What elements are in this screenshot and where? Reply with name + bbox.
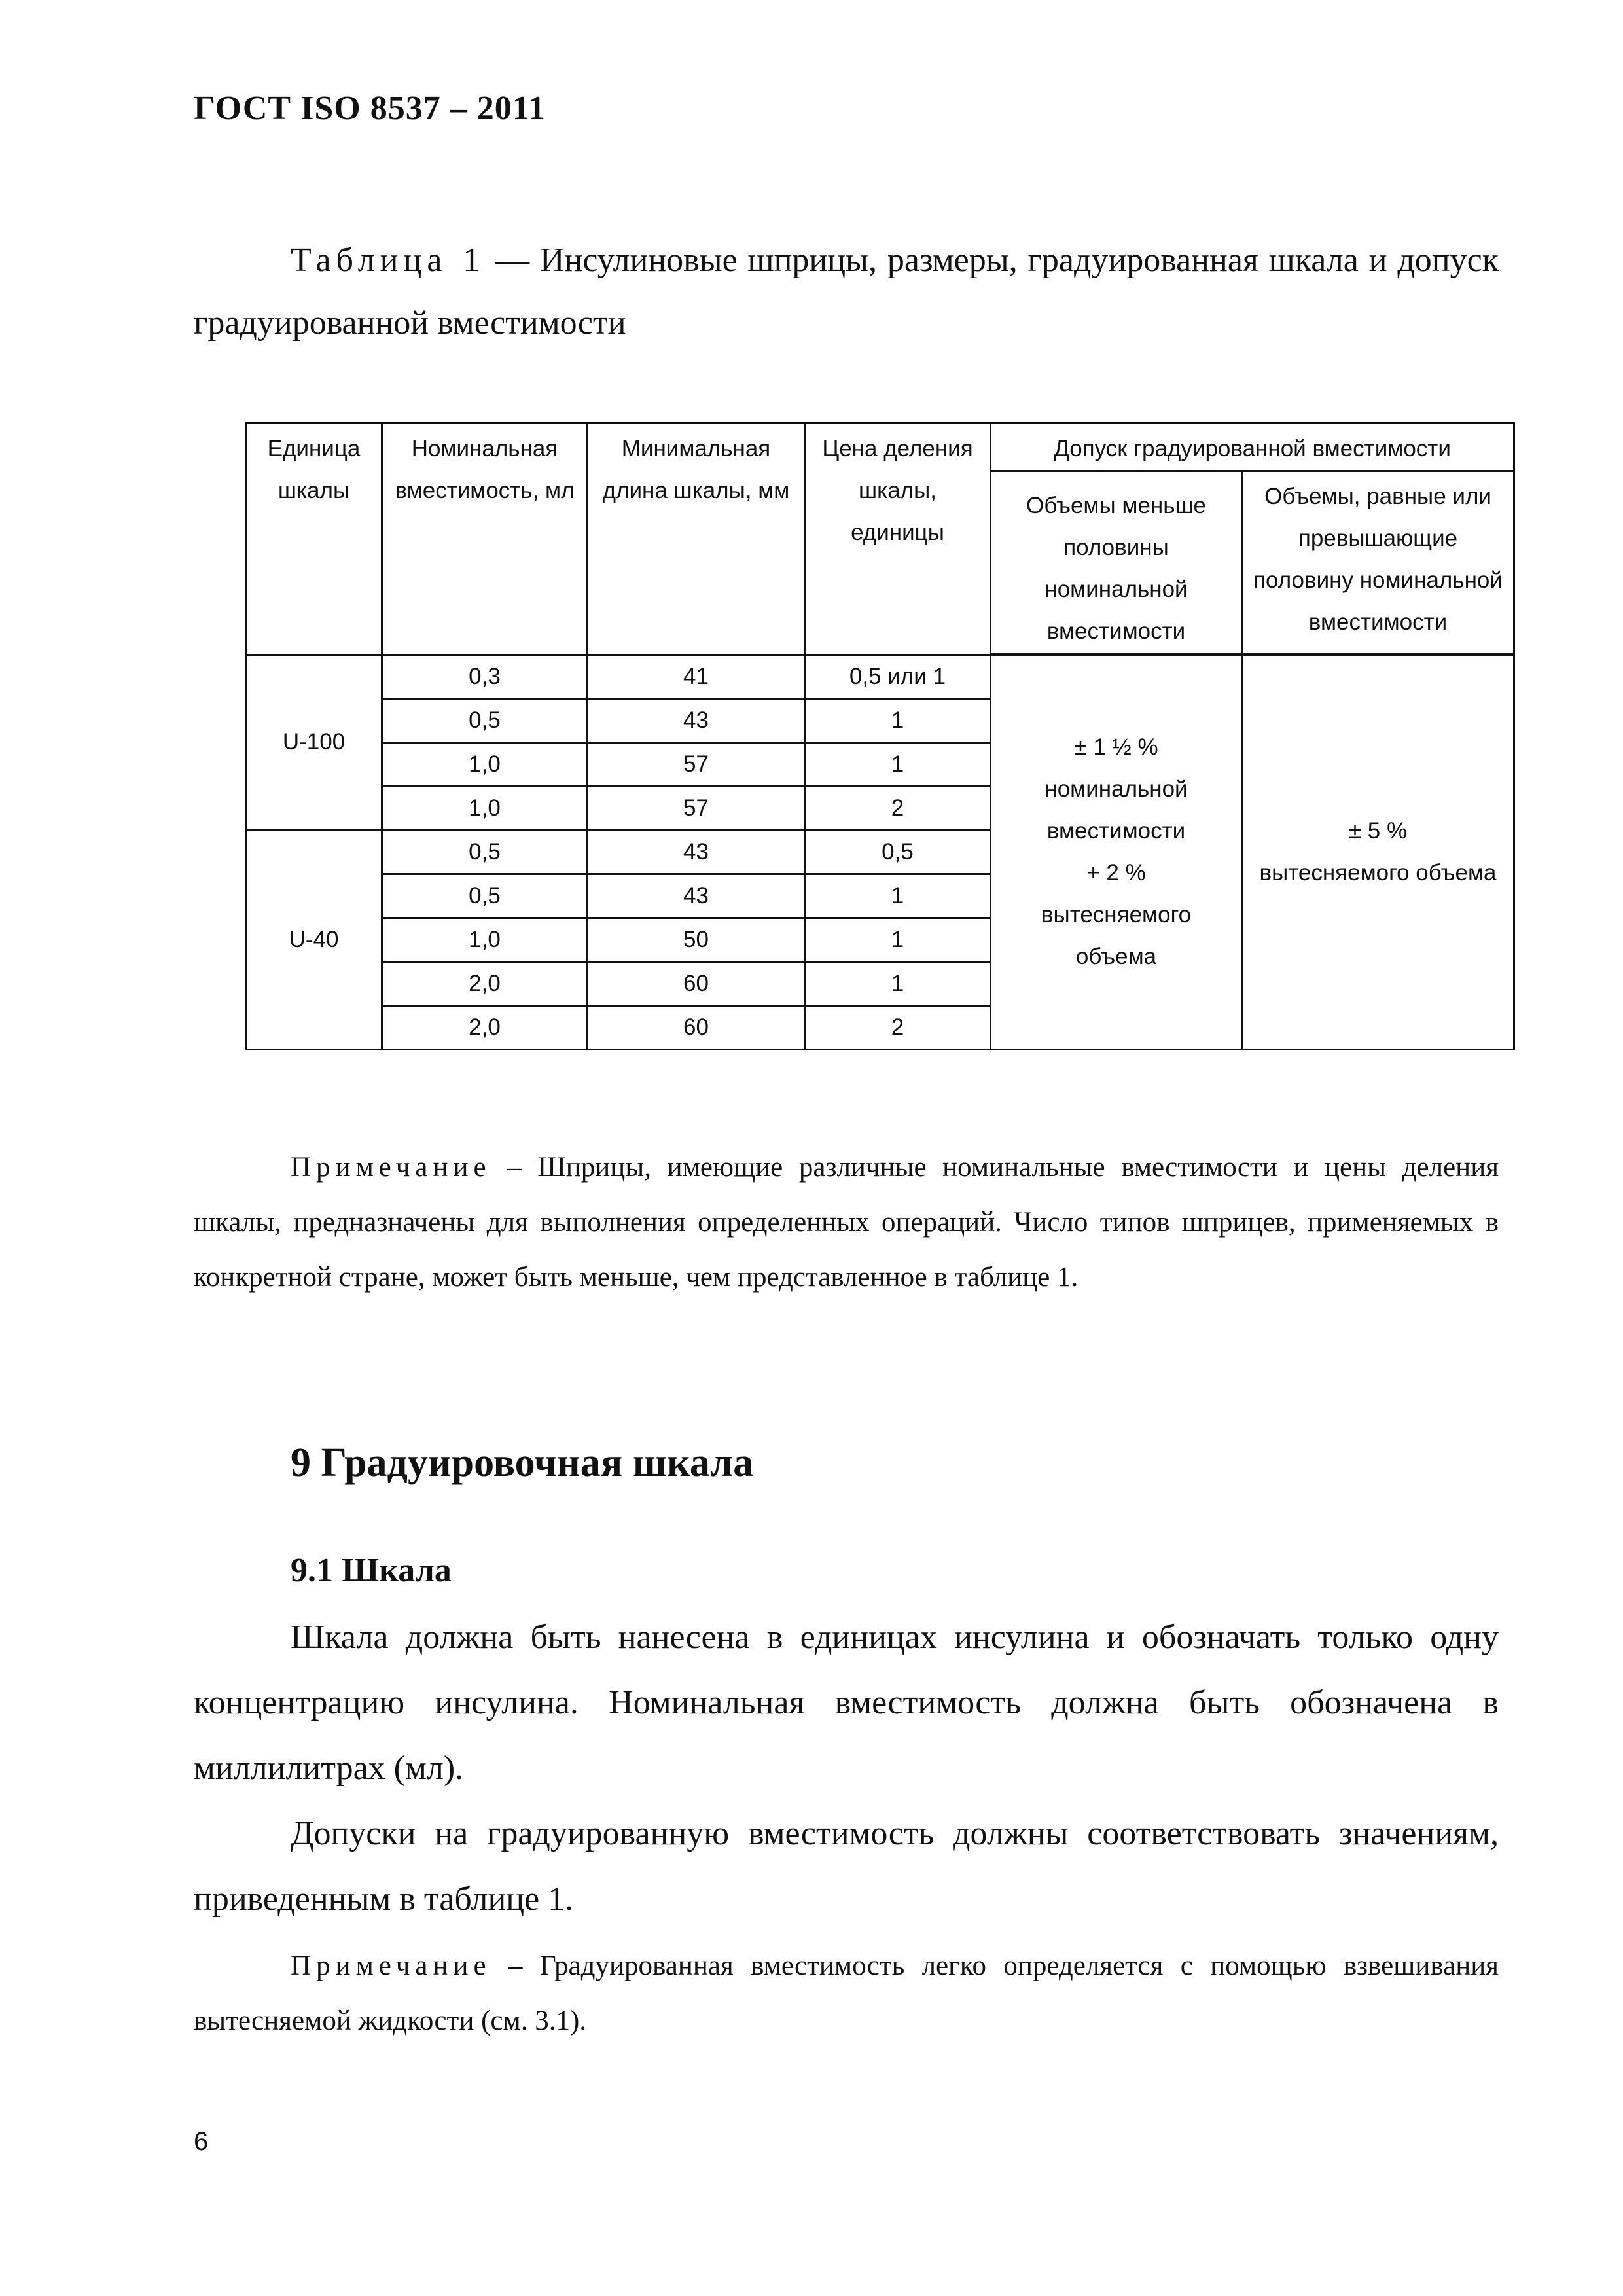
cell-division: 1 [805,874,991,918]
cell-min-length: 43 [588,698,805,742]
tolerance-less-value [991,655,1242,1049]
cell-min-length: 50 [588,918,805,961]
cell-min-length: 43 [588,874,805,918]
paragraph-scale: Шкала должна быть нанесена в единицах инсулина и обозначать только одну концентрацию инсулина. Номинальная вместимость должна быть обозначена в миллилитрах (мл). [194,1619,1499,1787]
cell-min-length: 60 [588,1005,805,1049]
header-tolerance-less: Объемы меньше половины номинальной вместимости [991,471,1242,655]
table-caption-text: — Инсулиновые шприцы, размеры, градуированная шкала и допуск градуированной вместимости [194,242,1499,342]
tolerance-more-value [1242,655,1514,1049]
table-caption-label: Таблица 1 [291,242,486,279]
cell-nominal: 0,5 [382,698,588,742]
cell-nominal: 1,0 [382,786,588,830]
cell-nominal: 1,0 [382,742,588,786]
header-nominal: Номинальная вместимость, мл [382,423,588,655]
cell-nominal: 2,0 [382,1005,588,1049]
cell-nominal: 1,0 [382,918,588,961]
cell-division: 0,5 [805,830,991,874]
tolerance-less-line: + 2 % [1086,860,1146,886]
cell-nominal: 2,0 [382,961,588,1005]
cell-division: 1 [805,918,991,961]
cell-division: 2 [805,1005,991,1049]
table-note-text: – Шприцы, имеющие различные номинальные вместимости и цены деления шкалы, предназначены для выполнения определенных операций. Число типов шприцев, применяемых в конкретной стране, может быть меньше, чем представленное в таблице 1. [194,1152,1499,1293]
cell-nominal: 0,5 [382,874,588,918]
document-header: ГОСТ ISO 8537 – 2011 [194,90,546,127]
cell-division: 2 [805,786,991,830]
page-number: 6 [194,2127,209,2156]
header-tolerance-more: Объемы, равные или превышающие половину номинальной вместимости [1242,471,1514,655]
tolerance-less-line: вместимости [1046,818,1186,844]
header-tolerance: Допуск градуированной вместимости [991,423,1514,471]
table-note [194,1140,1499,1305]
section-note-label: Примечание [291,1950,491,1981]
tolerance-less-line: номинальной [1044,776,1188,802]
tolerance-more-line: ± 5 % [1348,818,1408,844]
cell-division: 0,5 или 1 [805,655,991,698]
cell-min-length: 43 [588,830,805,874]
unit-cell-u100: U-100 [246,655,382,830]
cell-nominal: 0,5 [382,830,588,874]
table-caption [194,229,1499,355]
header-unit: Единица шкалы [246,423,382,655]
unit-cell-u40: U-40 [246,830,382,1049]
cell-min-length: 57 [588,786,805,830]
cell-min-length: 60 [588,961,805,1005]
syringe-table [245,422,1515,1050]
cell-division: 1 [805,742,991,786]
cell-division: 1 [805,961,991,1005]
section-note [194,1939,1499,2049]
cell-min-length: 57 [588,742,805,786]
tolerance-less-line: ± 1 ½ % [1074,734,1158,761]
table-note-label: Примечание [291,1152,491,1183]
tolerance-more-line: вытесняемого объема [1259,860,1497,886]
section-heading: 9 Градуировочная шкала [291,1441,754,1485]
tolerance-less-line: объема [1075,944,1157,970]
cell-min-length: 41 [588,655,805,698]
cell-division: 1 [805,698,991,742]
cell-nominal: 0,3 [382,655,588,698]
paragraph-tolerance: Допуски на градуированную вместимость должны соответствовать значениям, приведенным в таблице 1. [194,1815,1499,1918]
section-note-text: – Градуированная вместимость легко определяется с помощью взвешивания вытесняемой жидкости (см. 3.1). [194,1950,1499,2036]
tolerance-less-line: вытесняемого [1041,902,1192,928]
subsection-heading: 9.1 Шкала [291,1552,452,1589]
header-min-length: Минимальная длина шкалы, мм [588,423,805,655]
header-division: Цена деления шкалы, единицы [805,423,991,655]
